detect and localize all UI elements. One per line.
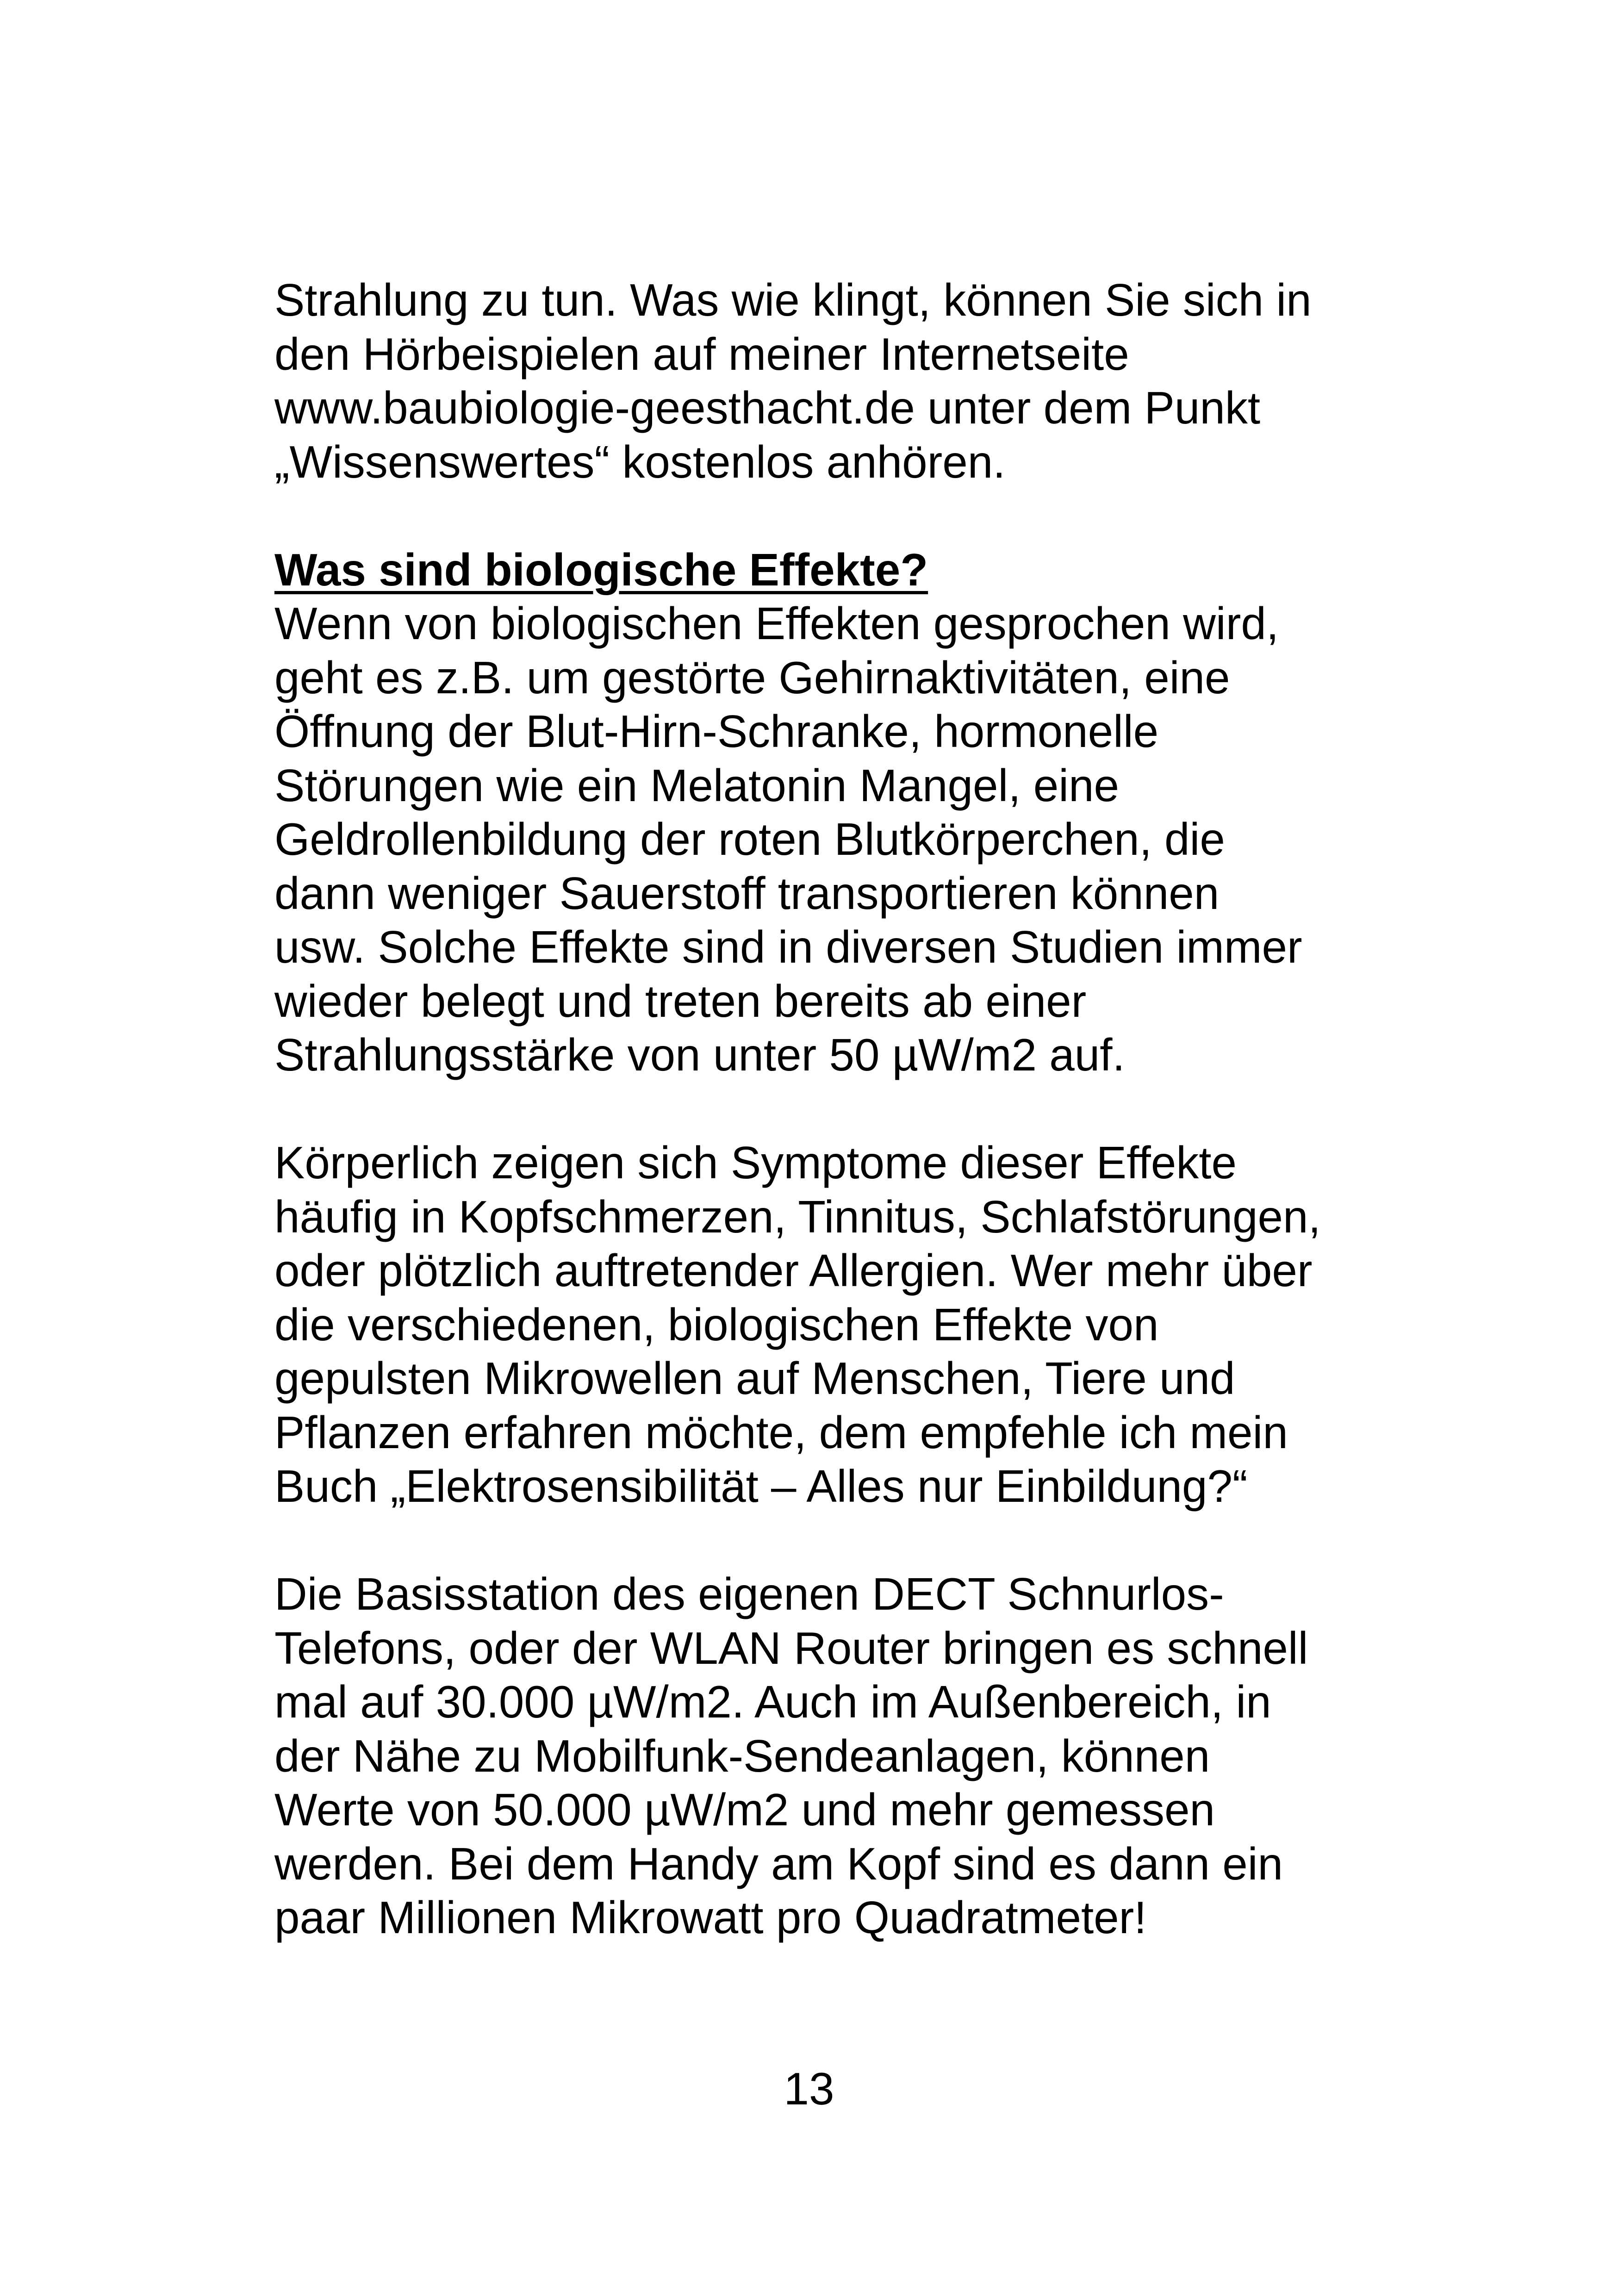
paragraph-spacer bbox=[274, 489, 1385, 543]
text-line: Die Basisstation des eigenen DECT Schnurlos- bbox=[274, 1568, 1224, 1619]
text-line: Strahlung zu tun. Was wie klingt, können Sie sich in bbox=[274, 274, 1312, 325]
text-line: Körperlich zeigen sich Symptome dieser Effekte bbox=[274, 1137, 1237, 1188]
text-line: Strahlungsstärke von unter 50 µW/m2 auf. bbox=[274, 1029, 1125, 1080]
text-line: dann weniger Sauerstoff transportieren können bbox=[274, 867, 1220, 919]
text-line: usw. Solche Effekte sind in diversen Studien immer bbox=[274, 921, 1302, 972]
section-heading-block bbox=[274, 543, 1385, 597]
paragraph-spacer bbox=[274, 1082, 1385, 1136]
text-line: Öffnung der Blut-Hirn-Schranke, hormonelle bbox=[274, 706, 1159, 757]
text-line: Pflanzen erfahren möchte, dem empfehle ich mein bbox=[274, 1406, 1288, 1458]
text-line: der Nähe zu Mobilfunk-Sendeanlagen, können bbox=[274, 1730, 1210, 1781]
paragraph-spacer bbox=[274, 1513, 1385, 1568]
text-line: den Hörbeispielen auf meiner Internetseite bbox=[274, 328, 1129, 380]
text-line: wieder belegt und treten bereits ab einer bbox=[274, 975, 1087, 1027]
text-line: häufig in Kopfschmerzen, Tinnitus, Schlafstörungen, bbox=[274, 1191, 1321, 1242]
page-number: 13 bbox=[784, 2063, 834, 2114]
text-line: werden. Bei dem Handy am Kopf sind es dann ein bbox=[274, 1838, 1283, 1889]
text-line: „Wissenswertes“ kostenlos anhören. bbox=[274, 436, 1006, 487]
text-line: Geldrollenbildung der roten Blutkörperchen, die bbox=[274, 814, 1225, 865]
paragraph-3 bbox=[274, 1136, 1385, 1513]
section-heading: Was sind biologische Effekte? bbox=[274, 544, 928, 595]
text-line: oder plötzlich auftretender Allergien. Wer mehr über bbox=[274, 1245, 1313, 1296]
text-line: Buch „Elektrosensibilität – Alles nur Einbildung?“ bbox=[274, 1461, 1248, 1512]
text-line: die verschiedenen, biologischen Effekte von bbox=[274, 1299, 1159, 1350]
text-line: paar Millionen Mikrowatt pro Quadratmeter! bbox=[274, 1892, 1147, 1943]
text-line: www.baubiologie-geesthacht.de unter dem Punkt bbox=[274, 382, 1261, 433]
text-line: Werte von 50.000 µW/m2 und mehr gemessen bbox=[274, 1784, 1215, 1835]
text-line: mal auf 30.000 µW/m2. Auch im Außenbereich, in bbox=[274, 1676, 1271, 1727]
text-line: Telefons, oder der WLAN Router bringen es schnell bbox=[274, 1622, 1308, 1674]
text-line: gepulsten Mikrowellen auf Menschen, Tiere und bbox=[274, 1353, 1235, 1404]
text-line: Störungen wie ein Melatonin Mangel, eine bbox=[274, 759, 1120, 811]
paragraph-1 bbox=[274, 273, 1385, 489]
paragraph-2 bbox=[274, 597, 1385, 1082]
text-line: geht es z.B. um gestörte Gehirnaktivitäten, eine bbox=[274, 652, 1230, 703]
body-text bbox=[274, 273, 1385, 1945]
paragraph-4 bbox=[274, 1567, 1385, 1945]
text-line: Wenn von biologischen Effekten gesprochen wird, bbox=[274, 598, 1279, 649]
